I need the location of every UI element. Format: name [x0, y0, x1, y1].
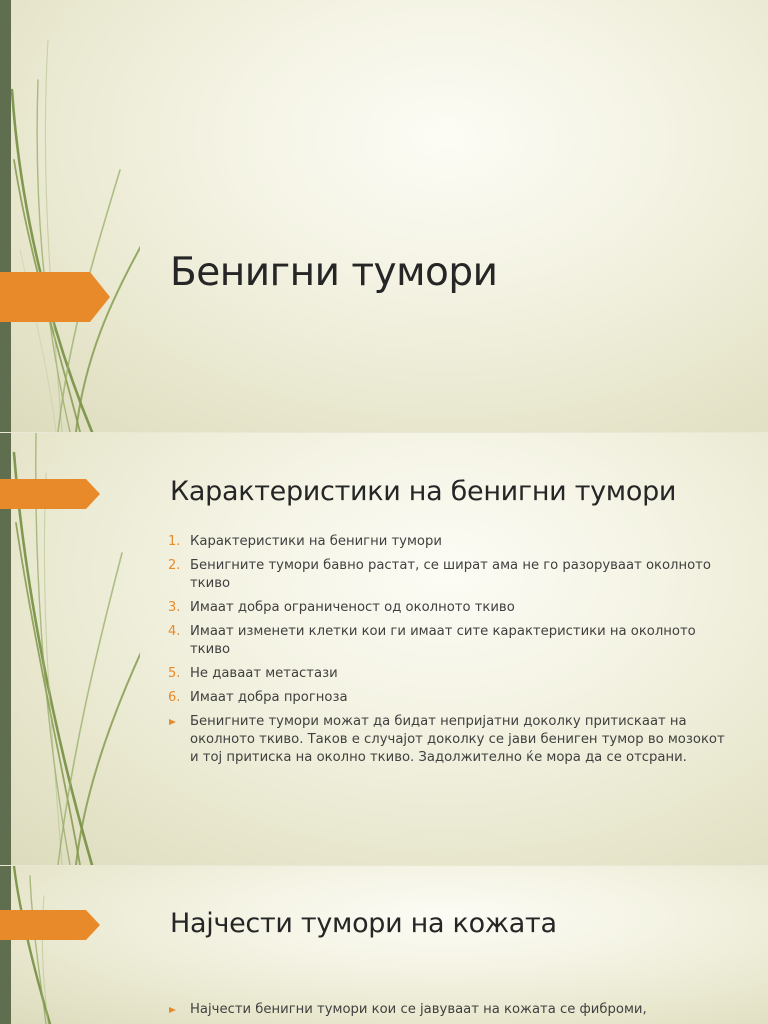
list-number: 6.: [168, 690, 181, 705]
list-number: 2.: [168, 558, 181, 573]
list-item-text: Имаат изменети клетки кои ги имаат сите карактеристики на околното ткиво: [190, 624, 696, 657]
list-item-text: Не даваат метастази: [190, 666, 338, 681]
list-item: [166, 1001, 768, 1019]
list-number: 1.: [168, 534, 181, 549]
bullet-arrow-icon: [169, 1007, 176, 1013]
list-item-text: Најчести бенигни тумори кои се јавуваат на кожата се фиброми,: [190, 1002, 647, 1017]
slide-1: [0, 0, 768, 432]
list-number: 3.: [168, 600, 181, 615]
title-marker-icon: [0, 272, 110, 322]
list-item: [166, 713, 726, 767]
list-item: [166, 689, 726, 707]
list-item-text: Бенигните тумори можат да бидат непријатни доколку притискаат на околното ткиво. Таков е случајот доколку се јави бениген тумор во мозокот и тој притиска на околно ткиво. Задолжително ќе мора да се отсрани.: [190, 714, 725, 765]
list-item-text: Имаат добра ограниченост од околното ткиво: [190, 600, 515, 615]
list-item: [166, 599, 726, 617]
title-marker-icon: [0, 479, 100, 509]
list-item: [166, 533, 726, 551]
list-item: [166, 623, 726, 659]
slide-title: Најчести тумори на кожата: [170, 908, 557, 939]
list-item-text: Имаат добра прогноза: [190, 690, 348, 705]
bullet-arrow-icon: [169, 719, 176, 725]
list-number: 5.: [168, 666, 181, 681]
list-item: [166, 557, 726, 593]
slide-title: Бенигни тумори: [170, 250, 498, 295]
vine-decoration: [0, 0, 140, 432]
list-item-text: Карактеристики на бенигни тумори: [190, 534, 442, 549]
list-item: [166, 665, 726, 683]
list-number: 4.: [168, 624, 181, 639]
content-list: [166, 533, 726, 773]
slide-title: Карактеристики на бенигни тумори: [170, 476, 677, 507]
list-item-text: Бенигните тумори бавно растат, се шират ама не го разоруваат околното ткиво: [190, 558, 711, 591]
vine-decoration: [0, 866, 140, 1024]
title-marker-icon: [0, 910, 100, 940]
